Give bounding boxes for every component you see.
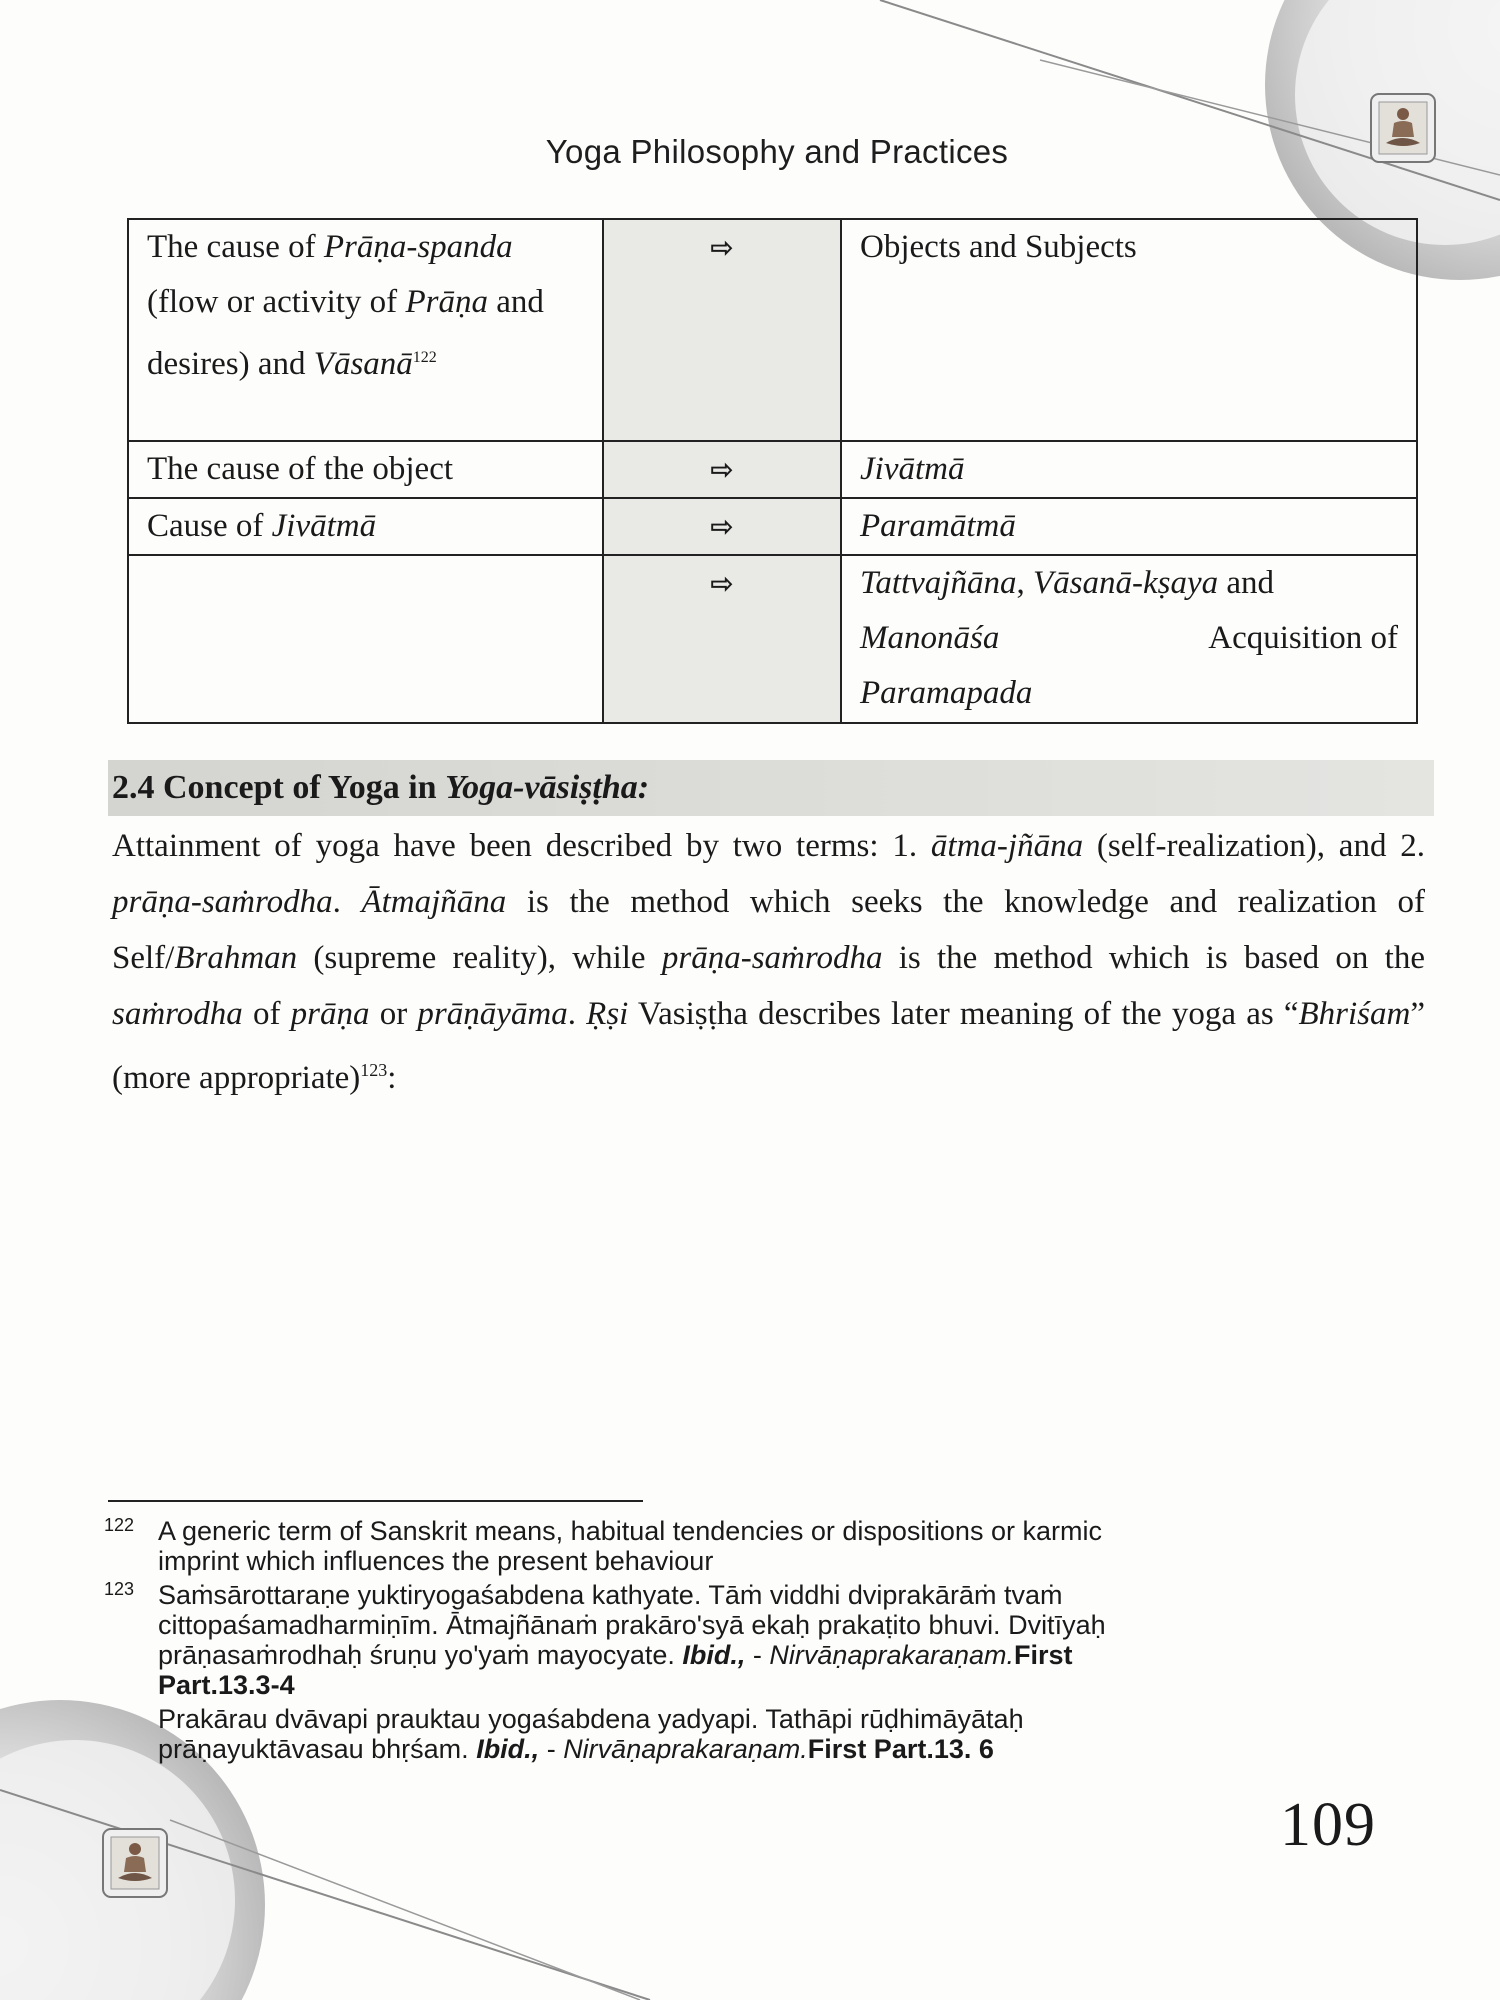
table-row (128, 498, 1417, 555)
result-cell: Paramātmā (841, 498, 1417, 555)
running-header: Yoga Philosophy and Practices (545, 133, 1009, 170)
footnote-rule (108, 1500, 643, 1502)
cause-effect-table (127, 218, 1418, 724)
arrow-right-icon: ⇨ (710, 231, 734, 264)
page-number: 109 (1280, 1791, 1376, 1859)
body-paragraph: Attainment of yoga have been described by two terms: 1. ātma-jñāna (self-realization), and 2. prāṇa-saṁrodha. Ātmajñāna is the method which seeks the knowledge and realization of Self/Brahman (supreme reality), while prāṇa-saṁrodha is the method which is based on the saṁrodha of prāṇa or prāṇāyāma. Ṛṣi Vasiṣṭha describes later meaning of the yoga as “Bhriśam” (more appropriate)$^{123}$: (112, 828, 1426, 1096)
footnote-123: 123 Saṁsārottaraṇe yuktiryogaśabdena kathyate. Tāṁ viddhi dviprakārāṁ tvaṁ cittopaśamadharmiṇīm. Ātmajñānaṁ prakāro'syā ekaḥ prakaṭito bhuvi. Dvitīyaḥ prāṇasaṁrodhaḥ śruṇu yo'yaṁ mayocyate. Ibid., - Nirvāṇaprakaraṇam.First Part.13.3-4 Prakārau dvāvapi prauktau yogaśabdena yadyapi. Tathāpi rūḍhimāyātaḥ prāṇayuktāvasau bhṛśam. Ibid., - Nirvāṇaprakaraṇam.First Part.13. 6 (104, 1580, 1354, 1764)
arrow-cell (603, 441, 841, 498)
footnote-number: 122 (104, 1515, 135, 1535)
arrow-right-icon: ⇨ (710, 567, 734, 600)
cause-cell (128, 555, 603, 723)
yoga-figure-icon (102, 1828, 168, 1898)
arrow-right-icon: ⇨ (710, 453, 734, 486)
table-row (128, 219, 1417, 441)
table-row (128, 555, 1417, 723)
footnote-number: 123 (104, 1579, 135, 1599)
cause-cell: Cause of Jivātmā (128, 498, 603, 555)
footnotes (104, 1516, 1354, 1768)
table-row (128, 441, 1417, 498)
result-cell: Jivātmā (841, 441, 1417, 498)
result-cell: Objects and Subjects (841, 219, 1417, 441)
section-heading: 2.4 Concept of Yoga in Yoga-vāsiṣṭha: (108, 760, 1434, 816)
result-cell: Tattvajñāna, Vāsanā-kṣaya and Manonāśa Acquisition of Paramapada (841, 555, 1417, 723)
footnote-122: 122 A generic term of Sanskrit means, habitual tendencies or dispositions or karmic imprint which influences the present behaviour (104, 1516, 1354, 1576)
arrow-cell (603, 219, 841, 441)
cause-cell: The cause of the object (128, 441, 603, 498)
cause-cell: The cause of Prāṇa-spanda (flow or activity of Prāṇa and desires) and Vāsanā$^{122}$ (128, 219, 603, 441)
arrow-right-icon: ⇨ (710, 510, 734, 543)
arrow-cell (603, 498, 841, 555)
arrow-cell (603, 555, 841, 723)
